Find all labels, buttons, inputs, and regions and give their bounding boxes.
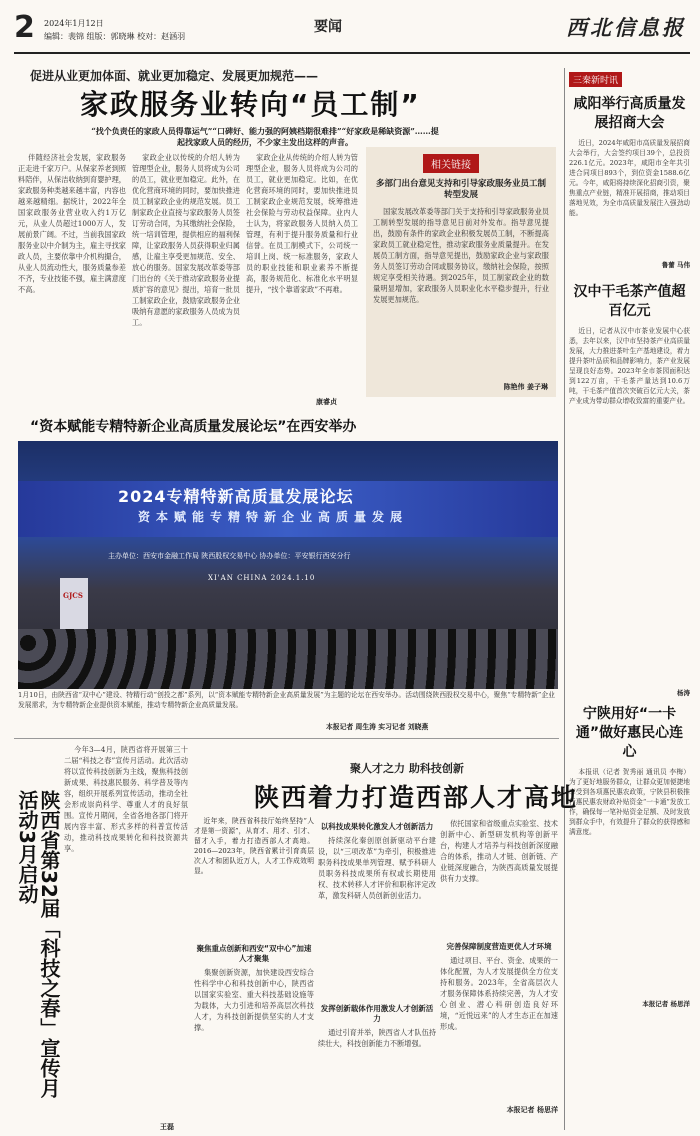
brief-headline-hanzhong: 汉中干毛茶产值超百亿元 — [573, 284, 686, 319]
news-brief-tag: 三秦新时讯 — [569, 72, 622, 87]
page-date: 2024年1月12日 — [44, 19, 104, 28]
related-link-tag: 相关链接 — [423, 154, 479, 173]
talent-column-2 — [318, 818, 436, 1136]
brief-author-hanzhong: 杨涛 — [677, 689, 690, 697]
talent-subhead-3: 发挥创新载体作用激发人才创新活力 — [320, 1004, 434, 1023]
talent-text-2: 持续深化秦创原创新驱动平台建设，以“三项改革”为牵引，积极推进职务科技成果单列管理、赋予科研人员职务科技成果所有权或长期使用权、技术转移人才评价和职称评定改革，激发科研人员创新创业活力。 — [318, 836, 436, 900]
banner-title: 2024专精特新高质量发展论坛 — [118, 487, 354, 506]
article-column-2: 家政企业以传统的介绍人转为管理型企业，服务人员将成为公司的员工，就业更加稳定。此外，在优化营商环境的同时，要加快推进员工制家政企业的规范发展。员工制家政企业直接与家政服务人员签订劳动合同，为其缴纳社会保险，统一培训管理，提供相应的福利保障，让家政服务人员获得职业归属感，让雇主享受更加规范、安全、放心的服务。国家发展改革委等部门出台的《关于推动家政服务业提质扩容的意见》提出，培育一批员工制家政企业，鼓励家政服务企业吸纳有意愿的家政服务人员成为员工。 — [132, 153, 240, 327]
talent-text-1: 集聚创新资源，加快建设西安综合性科学中心和科技创新中心，陕西省以国家实验室、重大科技基础设施等为载体，大力引进和培养高层次科技人才，为科技创新提供坚实的人才支撑。 — [194, 968, 314, 1032]
talent-author: 本报记者 杨思洋 — [506, 1105, 558, 1114]
brief-author-ningshan: 本报记者 杨思洋 — [642, 1000, 690, 1008]
news-brief-column — [564, 68, 690, 1130]
article-headline: 家政服务业转向“员工制” — [80, 88, 421, 121]
forum-photo — [18, 441, 558, 689]
related-link-author: 陈艳伟 姜子琳 — [503, 382, 548, 391]
brief-text-xianyang: 近日，2024年咸阳市高质量发展招商大会举行，大会签约项目39个，总投资226.1亿元。2023年，咸阳市全年共引进合同项目893个，到位资金1588.6亿元。今年，咸阳将持续深化招商引资，聚焦重点产业链，精准开展招商，推动项目落地见效，为全市高质量发展注入强劲动能。 — [569, 139, 690, 217]
talent-text-5: 通过项目、平台、资金、成果的一体化配置，为人才发展提供全方位支持和服务。2023年，全省高层次人才服务保障体系持续完善，为人才安心创业、潜心科研创造良好环境，“近悦远来”的人才生态正在加速形成。 — [440, 956, 558, 1031]
banner-organizers: 主办单位：西安市金融工作局 陕西股权交易中心 协办单位：平安银行西安分行 — [108, 552, 351, 560]
talent-text-3: 通过引育并举，陕西省人才队伍持续壮大，科技创新能力不断增强。 — [318, 1028, 436, 1048]
talent-subhead-2: 以科技成果转化激发人才创新活力 — [320, 822, 434, 831]
section-divider — [14, 738, 559, 739]
brief-text-ningshan: 本报讯（记者 贺秀丽 通讯员 李梅）为了更好地服务群众，让群众更加便捷地享受到各项惠民惠农政策，宁陕县积极推行惠民惠农财政补贴资金“一卡通”发放工作，确保每一笔补贴资金足额、及时发放到群众手中，有效提升了群众的获得感和满意度。 — [569, 768, 690, 836]
forum-banner — [18, 481, 558, 537]
banner-subtitle: 资本赋能专精特新企业高质量发展 — [138, 510, 409, 524]
editor-credits: 编辑：裴锦 组版：郭晓琳 校对：赵涵羽 — [44, 32, 186, 41]
photo-caption: 1月10日，由陕西省“双中心”建设、特精行动“创投之都”系列，以“资本赋能专精特新企业高质量发展”为主题的论坛在西安举办。活动围绕陕西股权交易中心，聚焦“专精特新”企业发展需求，为专精特新企业提供资本赋能，推动专精特新企业高质量发展。 — [18, 691, 555, 709]
science-month-author: 王磊 — [160, 1122, 174, 1131]
article-author: 康睿贞 — [316, 397, 337, 406]
brief-headline-xianyang: 咸阳举行高质量发展招商大会 — [573, 96, 686, 131]
banner-date: XI'AN CHINA 2024.1.10 — [208, 574, 316, 582]
podium-logo: GJCS — [63, 591, 83, 600]
article-kicker: 促进从业更加体面、就业更加稳定、发展更加规范—— — [30, 69, 319, 83]
section-name: 要闻 — [314, 19, 342, 35]
science-month-text: 今年3—4月，陕西省将开展第三十二届“科技之春”宣传月活动。此次活动将以宣传科技创新为主线，聚焦科技创新成果、科技惠民服务、科学普及等内容，组织开展系列宣传活动，推动全社会形成崇尚科学、尊重人才的良好氛围。宣传月期间，全省各地各部门将开展内容丰富、形式多样的科普宣传活动，推动科技成果转化和科技资源共享。 — [64, 745, 188, 853]
brief-text-hanzhong: 近日，记者从汉中市茶业发展中心获悉，去年以来，汉中市坚持茶产业高质量发展，大力推进茶叶生产基地建设，着力提升茶叶品质和品牌影响力，茶产业发展呈现良好态势。2023年全市茶园面积达到122万亩，干毛茶产量达到10.6万吨，干毛茶产值首次突破百亿元大关，茶产业成为带动群众增收致富的重要产业。 — [569, 327, 690, 405]
article-subhead: “找个负责任的家政人员得靠运气”“口碑好、能力强的阿姨档期很难排”“好家政是稀缺资源”……提起找家政人员的经历，不少家主发出这样的声音。 — [91, 126, 439, 147]
audience — [18, 629, 558, 689]
photo-credit: 本报记者 周生涛 实习记者 刘晓燕 — [326, 723, 429, 731]
talent-kicker: 聚人才之力 助科技创新 — [350, 762, 464, 775]
talent-text-4: 依托国家和省级重点实验室、技术创新中心、新型研发机构等创新平台，构建人才培养与科技创新深度融合的体系，推动人才链、创新链、产业链深度融合，为陕西高质量发展提供有力支撑。 — [440, 819, 558, 883]
newspaper-logo: 西北信息报 — [566, 15, 686, 40]
talent-subhead-4: 完善保障制度营造更优人才环境 — [446, 942, 552, 951]
related-link-title: 多部门出台意见支持和引导家政服务业员工制转型发展 — [375, 179, 546, 200]
page-header — [14, 12, 690, 64]
header-rule — [14, 52, 690, 54]
talent-headline: 陕西着力打造西部人才高地 — [254, 783, 579, 812]
talent-intro-box: 近年来，陕西省科技厅始终坚持“人才是第一资源”，从育才、用才、引才、留才入手，着力打造西部人才高地。2016—2023年，陕西省累计引育高层次人才和团队近万人，人才工作成效明显。 — [194, 817, 314, 875]
talent-column-3 — [440, 818, 558, 1130]
forum-headline: “资本赋能专精特新企业高质量发展论坛”在西安举办 — [30, 419, 357, 435]
article-column-1: 伴随经济社会发展，家政服务正走进千家万户。从保家养老到照料陪伴，从保洁收纳到育婴护理，家政服务种类越来越丰富，内容也越来越精细。据统计，2022年全国家政服务业营业收入约1万亿元，从业人员超过1000万人，发展前景广阔。不过，当前我国家政服务业以中介制为主，雇主寻找家政人员，主要依靠中介机构撮合，从业人员流动性大，服务质量参差不齐，专业技能不强，雇主满意度不高。 — [18, 153, 126, 294]
related-link-text: 国家发展改革委等部门关于支持和引导家政服务业员工制转型发展的指导意见日前对外发布。指导意见提出，鼓励有条件的家政企业积极发展员工制，不断提高家政员工就业稳定性，推动家政服务业质量提升。在发展员工制方面，指导意见提出，鼓励家政企业与家政服务人员签订劳动合同或服务协议，缴纳社会保险，按照规定享受相关待遇。到2025年，员工制家政企业的数量明显增加，家政服务人员职业化水平稳步提升，行业发展更加规范。 — [373, 207, 549, 304]
brief-author-xianyang: 鲁蕾 马伟 — [661, 261, 690, 269]
talent-subhead-1: 聚焦重点创新和西安“双中心”加速人才聚集 — [196, 944, 312, 963]
brief-headline-ningshan: 宁陕用好“一卡通”做好惠民心连心 — [575, 706, 684, 760]
related-link-box — [366, 147, 556, 397]
vertical-headline: 陕西省第32届「科技之春」宣传月活动3月启动 — [15, 790, 61, 1098]
article-column-3: 家政企业从传统的介绍人转为管理型企业，服务人员将成为公司的员工，就业更加稳定。比如，在优化营商环境的同时，要加快推进员工制家政企业规范发展，统筹推进社会保险与劳动权益保障。业内人士认为，将家政服务人员纳入员工管理，有利于提升服务质量和行业信誉。在员工制模式下，公司统一培训上岗、统一标准服务，家政人员的职业技能和职业素养不断提高，服务规范化、标准化水平明显提升，“找个靠谱家政”不再难。 — [246, 153, 358, 294]
talent-column-1 — [194, 940, 314, 1132]
page-number: 2 — [14, 10, 35, 45]
